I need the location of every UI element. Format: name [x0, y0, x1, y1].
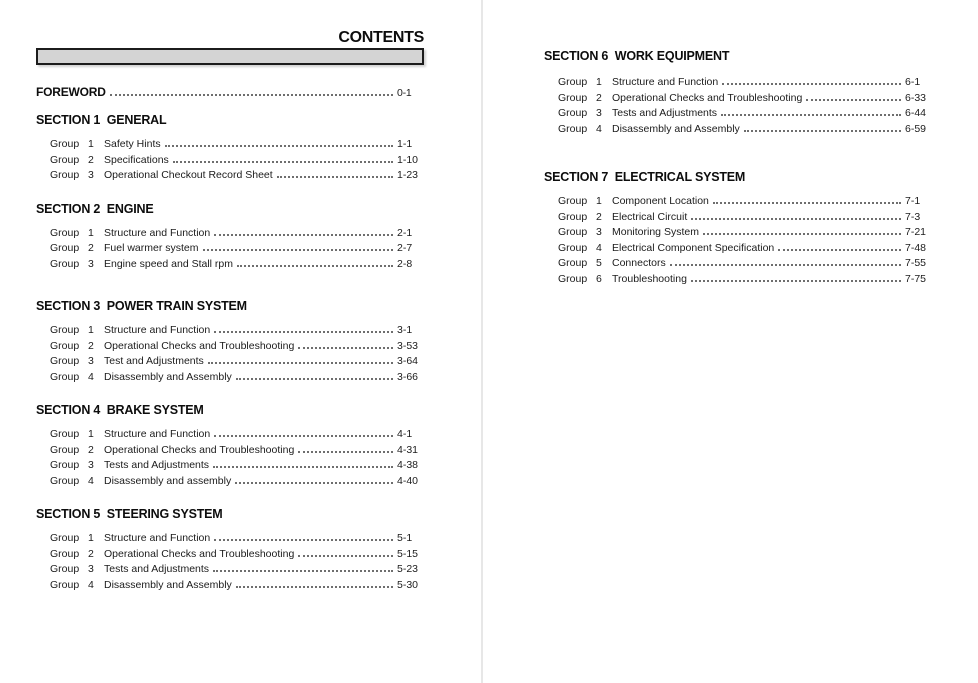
group-label: Group: [50, 355, 80, 367]
dot-leader: [214, 535, 393, 541]
page-number: 7-21: [905, 226, 927, 238]
group-title: Structure and Function: [612, 76, 719, 88]
page-spread-divider: [481, 0, 483, 683]
page-number: 5-23: [397, 563, 419, 575]
toc-section: [36, 508, 424, 593]
group-label: Group: [558, 272, 588, 285]
group-number: 5: [596, 257, 602, 269]
group-number: 3: [88, 355, 94, 367]
group-label: Group: [50, 532, 80, 544]
toc-entry: [36, 354, 424, 370]
group-number: 4: [88, 370, 94, 383]
group-label: Group: [50, 443, 80, 456]
dot-leader: [744, 126, 901, 132]
page-number: 5-30: [397, 578, 419, 591]
toc-entry: [36, 547, 424, 563]
group-label: Group: [50, 547, 80, 560]
group-title: Safety Hints: [104, 138, 161, 150]
group-number: 2: [88, 443, 94, 456]
group-number: 1: [88, 428, 94, 440]
toc-section: [36, 300, 424, 385]
group-number: 3: [88, 459, 94, 471]
page-number: 1-1: [397, 138, 413, 150]
group-title: Component Location: [612, 195, 709, 207]
group-title: Engine speed and Stall rpm: [104, 257, 233, 270]
group-label: Group: [558, 241, 588, 254]
page-number: 5-15: [397, 547, 419, 560]
dot-leader: [214, 230, 393, 236]
group-number: 3: [88, 563, 94, 575]
section-group-list: [36, 427, 424, 489]
group-label: Group: [50, 459, 80, 471]
section-group-list: [36, 323, 424, 385]
group-number: 4: [596, 122, 602, 135]
group-title: Disassembly and assembly: [104, 474, 232, 487]
group-title: Tests and Adjustments: [612, 107, 718, 119]
page-number: 4-31: [397, 443, 419, 456]
group-number: 1: [596, 76, 602, 88]
page-number: 4-1: [397, 428, 413, 440]
page-number: 3-64: [397, 355, 419, 367]
group-title: Operational Checks and Troubleshooting: [104, 339, 295, 352]
title-underline-bar: [36, 48, 424, 65]
group-label: Group: [50, 153, 80, 166]
dot-leader: [277, 172, 393, 178]
section-heading: SECTION 7 ELECTRICAL SYSTEM: [544, 170, 746, 184]
group-title: Fuel warmer system: [104, 242, 199, 254]
page-number: 1-10: [397, 153, 419, 166]
page-number: 6-59: [905, 122, 927, 135]
group-label: Group: [50, 428, 80, 440]
group-number: 1: [88, 324, 94, 336]
page-number: 6-33: [905, 91, 927, 104]
group-label: Group: [558, 76, 588, 88]
group-title: Structure and Function: [104, 428, 211, 440]
group-title: Test and Adjustments: [104, 355, 204, 367]
page-number: 4-38: [397, 459, 419, 471]
toc-entry: [36, 562, 424, 578]
dot-leader: [237, 261, 393, 267]
dot-leader: [213, 462, 393, 468]
toc-entry: [36, 474, 424, 490]
toc-section: [544, 171, 932, 287]
group-number: 3: [88, 169, 94, 181]
page-number: 0-1: [397, 87, 412, 99]
page-number: 3-1: [397, 324, 413, 336]
toc-entry: [36, 443, 424, 459]
toc-entry: [544, 210, 932, 226]
page-number: 2-1: [397, 226, 413, 239]
contents-title: CONTENTS: [338, 29, 424, 46]
toc-entry: [36, 257, 424, 273]
page-number: 5-1: [397, 532, 413, 544]
toc-entry: [544, 106, 932, 122]
group-title: Connectors: [612, 257, 666, 269]
dot-leader: [203, 245, 393, 251]
dot-leader: [235, 478, 393, 484]
group-label: Group: [50, 563, 80, 575]
page-number: 7-1: [905, 195, 921, 207]
group-number: 3: [88, 257, 94, 270]
group-label: Group: [50, 226, 80, 239]
dot-leader: [703, 229, 901, 235]
group-number: 4: [88, 474, 94, 487]
group-label: Group: [558, 257, 588, 269]
group-number: 3: [596, 107, 602, 119]
group-number: 3: [596, 226, 602, 238]
dot-leader: [298, 551, 393, 557]
page-number: 2-8: [397, 257, 413, 270]
group-number: 2: [88, 339, 94, 352]
toc-entry: [36, 578, 424, 594]
toc-entry: [36, 168, 424, 184]
toc-entry: [36, 531, 424, 547]
toc-entry: [36, 458, 424, 474]
group-title: Disassembly and Assembly: [104, 578, 232, 591]
toc-entry: [36, 427, 424, 443]
toc-section: [36, 114, 424, 184]
toc-entry: [36, 226, 424, 242]
group-title: Disassembly and Assembly: [104, 370, 232, 383]
toc-entry: [36, 137, 424, 153]
group-number: 4: [88, 578, 94, 591]
section-heading: SECTION 1 GENERAL: [36, 113, 167, 127]
group-label: Group: [558, 91, 588, 104]
group-number: 2: [88, 153, 94, 166]
group-number: 1: [88, 532, 94, 544]
section-group-list: [36, 137, 424, 184]
left-page-column: [36, 30, 424, 593]
group-title: Operational Checkout Record Sheet: [104, 169, 273, 181]
section-heading: SECTION 5 STEERING SYSTEM: [36, 507, 223, 521]
section-group-list: [544, 75, 932, 137]
toc-entry: [36, 323, 424, 339]
page-number: 2-7: [397, 242, 413, 254]
group-title: Disassembly and Assembly: [612, 122, 740, 135]
page-number: 7-3: [905, 210, 921, 223]
group-title: Troubleshooting: [612, 272, 687, 285]
toc-entry: [544, 91, 932, 107]
dot-leader: [778, 245, 901, 251]
group-label: Group: [558, 226, 588, 238]
dot-leader: [236, 374, 393, 380]
group-label: Group: [50, 169, 80, 181]
right-page-column: [544, 50, 932, 287]
group-title: Tests and Adjustments: [104, 563, 210, 575]
group-number: 1: [88, 138, 94, 150]
group-number: 2: [88, 547, 94, 560]
group-label: Group: [50, 242, 80, 254]
group-label: Group: [50, 474, 80, 487]
toc-entry: [544, 122, 932, 138]
dot-leader: [173, 157, 393, 163]
toc-entry: [544, 272, 932, 288]
toc-section: [36, 404, 424, 489]
toc-entry: [544, 256, 932, 272]
group-title: Structure and Function: [104, 324, 211, 336]
dot-leader: [722, 79, 901, 85]
dot-leader: [213, 566, 393, 572]
group-number: 2: [88, 242, 94, 254]
group-title: Operational Checks and Troubleshooting: [104, 443, 295, 456]
dot-leader: [236, 582, 393, 588]
group-label: Group: [50, 578, 80, 591]
group-label: Group: [50, 339, 80, 352]
group-label: Group: [50, 257, 80, 270]
toc-section: [36, 203, 424, 273]
toc-entry: [544, 75, 932, 91]
page-number: 7-48: [905, 241, 927, 254]
group-label: Group: [50, 138, 80, 150]
group-title: Operational Checks and Troubleshooting: [104, 547, 295, 560]
section-group-list: [36, 226, 424, 273]
group-title: Electrical Circuit: [612, 210, 688, 223]
page-number: 1-23: [397, 169, 419, 181]
group-label: Group: [50, 324, 80, 336]
group-title: Structure and Function: [104, 532, 211, 544]
section-heading: SECTION 2 ENGINE: [36, 201, 154, 216]
group-number: 6: [596, 272, 602, 285]
section-group-list: [544, 194, 932, 287]
dot-leader: [721, 110, 901, 116]
foreword-label: FOREWORD: [36, 85, 106, 99]
dot-leader: [691, 214, 901, 220]
toc-entry: [36, 339, 424, 355]
toc-entry: [36, 241, 424, 257]
dot-leader: [691, 276, 901, 282]
dot-leader: [806, 95, 901, 101]
page-number: 6-1: [905, 76, 921, 88]
page-number: 6-44: [905, 107, 927, 119]
dot-leader: [670, 260, 901, 266]
toc-section: [544, 50, 932, 137]
section-group-list: [36, 531, 424, 593]
dot-leader: [298, 343, 393, 349]
group-title: Monitoring System: [612, 226, 699, 238]
group-number: 2: [596, 210, 602, 223]
dot-leader: [208, 358, 393, 364]
page-number: 4-40: [397, 474, 419, 487]
group-title: Electrical Component Specification: [612, 241, 775, 254]
group-title: Specifications: [104, 153, 169, 166]
group-title: Tests and Adjustments: [104, 459, 210, 471]
group-label: Group: [558, 195, 588, 207]
page-number: 3-66: [397, 370, 419, 383]
group-number: 2: [596, 91, 602, 104]
section-heading: SECTION 6 WORK EQUIPMENT: [544, 49, 730, 63]
group-label: Group: [558, 107, 588, 119]
section-heading: SECTION 4 BRAKE SYSTEM: [36, 403, 204, 417]
toc-entry: [544, 194, 932, 210]
group-title: Operational Checks and Troubleshooting: [612, 91, 803, 104]
section-heading: SECTION 3 POWER TRAIN SYSTEM: [36, 299, 247, 313]
page-number: 3-53: [397, 339, 419, 352]
dot-leader: [713, 198, 901, 204]
dot-leader: [214, 327, 393, 333]
dot-leader: [298, 447, 393, 453]
toc-entry: [544, 241, 932, 257]
dot-leader: [165, 141, 393, 147]
group-label: Group: [50, 370, 80, 383]
page-number: 7-55: [905, 257, 927, 269]
group-number: 4: [596, 241, 602, 254]
group-label: Group: [558, 210, 588, 223]
group-number: 1: [596, 195, 602, 207]
group-number: 1: [88, 226, 94, 239]
group-title: Structure and Function: [104, 226, 211, 239]
dot-leader: [214, 431, 393, 437]
toc-entry: [544, 225, 932, 241]
toc-entry: [36, 370, 424, 386]
toc-entry: [36, 153, 424, 169]
dot-leader: [110, 90, 393, 96]
page-number: 7-75: [905, 272, 927, 285]
group-label: Group: [558, 122, 588, 135]
foreword-entry: [36, 85, 424, 100]
